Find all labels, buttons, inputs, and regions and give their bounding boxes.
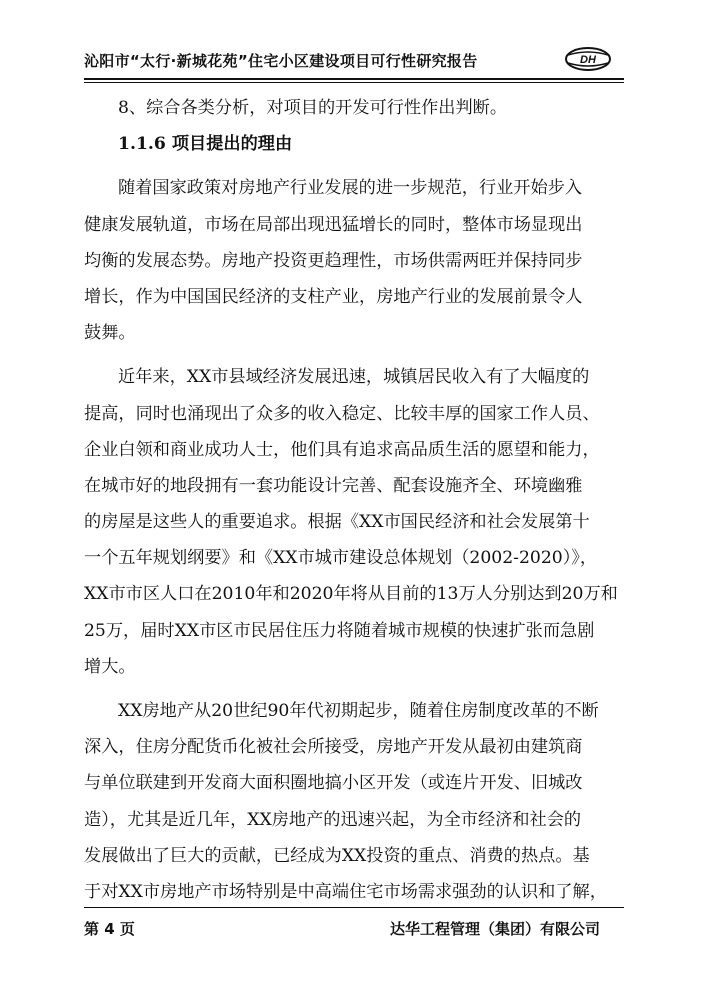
section-heading: 1.1.6 项目提出的理由 [118, 134, 293, 155]
text-line: 深入，住房分配货币化被社会所接受，房地产开发从最初由建筑商 [84, 737, 583, 758]
text-line: XX房地产从20世纪90年代初期起步，随着住房制度改革的不断 [118, 701, 599, 721]
header-rule [84, 78, 624, 80]
text-line: 均衡的发展态势。房地产投资更趋理性，市场供需两旺并保持同步 [84, 250, 583, 271]
text-line: 增大。 [84, 656, 136, 677]
document-title: 沁阳市“太行·新城花苑”住宅小区建设项目可行性研究报告 [84, 52, 478, 70]
document-body [84, 90, 618, 910]
text-line: 发展做出了巨大的贡献，已经成为XX投资的重点、消费的热点。基 [84, 845, 590, 866]
logo-text: DH [580, 54, 596, 66]
text-line: 于对XX市房地产市场特别是中高端住宅市场需求强劲的认识和了解， [84, 881, 607, 902]
page-number: 第 4 页 [84, 920, 135, 938]
paragraph-1 [84, 170, 602, 351]
page-header [84, 44, 622, 76]
text-line: 近年来，XX市县域经济发展迅速，城镇居民收入有了大幅度的 [118, 367, 590, 388]
text-line: 一个五年规划纲要》和《XX市城市建设总体规划（2002-2020）》， [84, 548, 598, 569]
paragraph-2 [84, 359, 618, 685]
text-line: 鼓舞。 [84, 323, 136, 344]
text-line: 在城市好的地段拥有一套功能设计完善、配套设施齐全、环境幽雅 [84, 475, 583, 496]
text-line: 随着国家政策对房地产行业发展的进一步规范，行业开始步入 [118, 178, 583, 199]
footer-rule [84, 907, 624, 908]
text-line: 提高，同时也涌现出了众多的收入稳定、比较丰厚的国家工作人员、 [84, 403, 600, 424]
text-line: 与单位联建到开发商大面积圈地搞小区开发（或连片开发、旧城改 [84, 773, 583, 794]
text-line: 的房屋是这些人的重要追求。根据《XX市国民经济和社会发展第十 [84, 512, 590, 533]
text-line: 企业白领和商业成功人士，他们具有追求高品质生活的愿望和能力， [84, 439, 600, 460]
text-line: 增长，作为中国国民经济的支柱产业，房地产行业的发展前景令人 [84, 286, 583, 307]
paragraph-3 [84, 693, 607, 910]
header-rule-thin [84, 82, 624, 83]
text-line: XX市市区人口在2010年和2020年将从目前的13万人分别达到20万和 [84, 584, 618, 605]
text-line: 25万，届时XX市区市民居住压力将随着城市规模的快速扩张而急剧 [84, 620, 595, 641]
text-line: 造），尤其是近几年，XX房地产的迅速兴起，为全市经济和社会的 [84, 809, 582, 830]
company-logo-icon [564, 46, 612, 72]
list-item-8: 8、综合各类分析，对项目的开发可行性作出判断。 [118, 98, 508, 118]
company-name: 达华工程管理（集团）有限公司 [390, 920, 601, 938]
text-line: 健康发展轨道，市场在局部出现迅猛增长的同时，整体市场显现出 [84, 214, 583, 235]
